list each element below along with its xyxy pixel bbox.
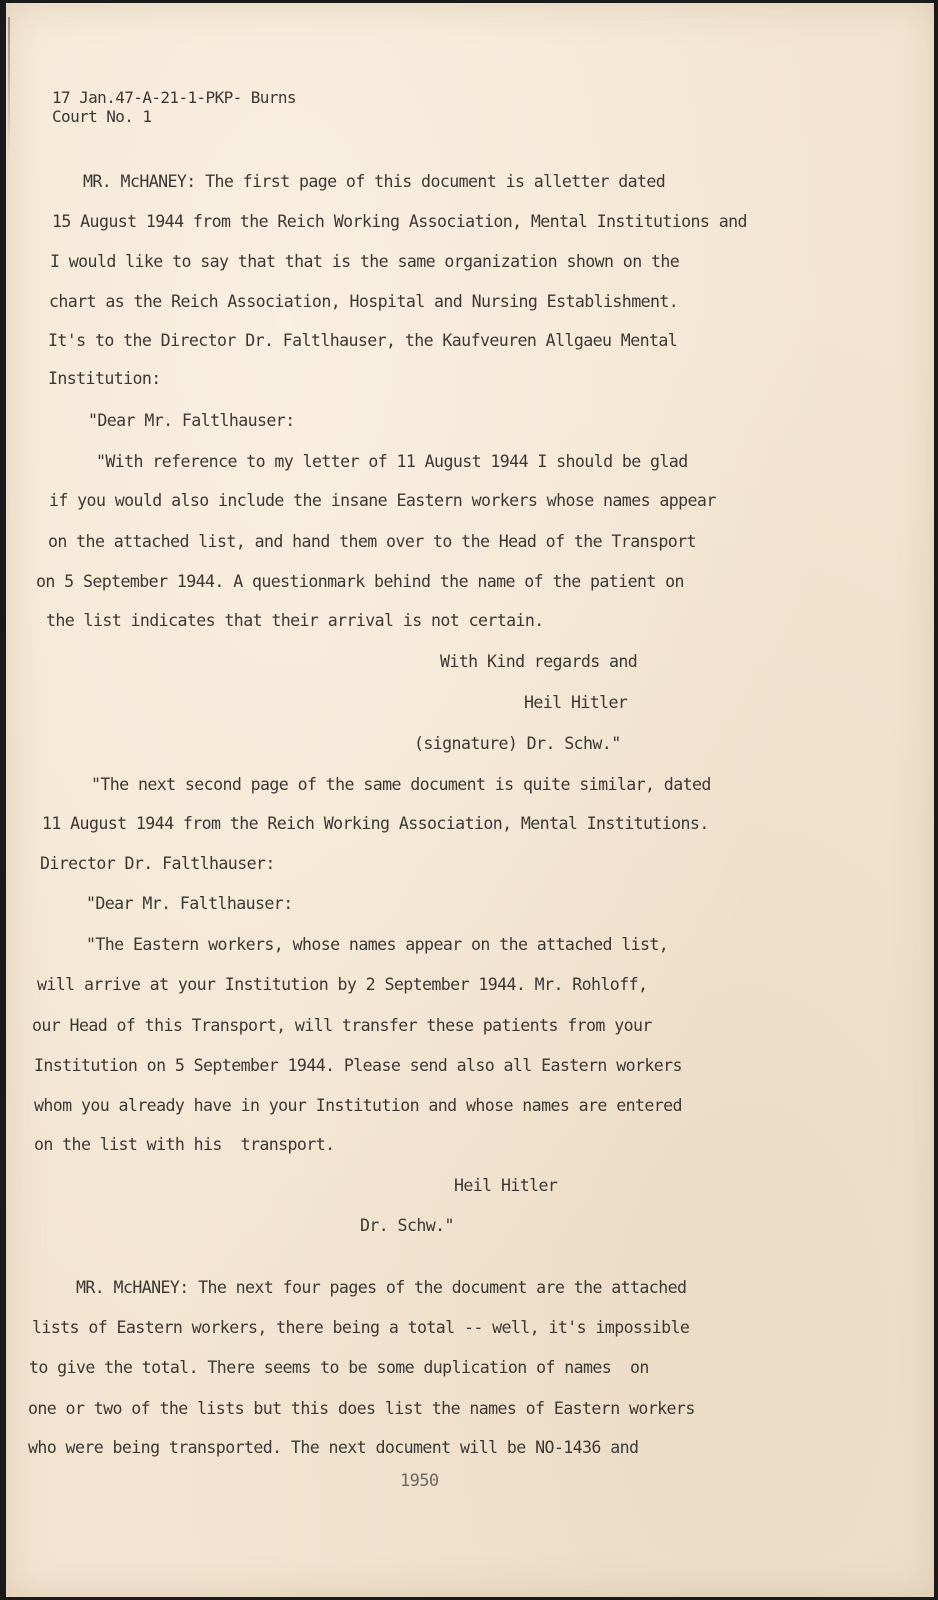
body-line: 15 August 1944 from the Reich Working Association, Mental Institutions and [52,212,747,231]
body-line: whom you already have in your Institution and whose names are entered [34,1096,682,1115]
body-line: MR. McHANEY: The first page of this document is alletter dated [83,172,666,191]
document-page [6,3,934,1597]
body-line: Institution on 5 September 1944. Please send also all Eastern workers [34,1056,682,1075]
body-line: "Dear Mr. Faltlhauser: [88,411,295,430]
body-line: "Dear Mr. Faltlhauser: [86,894,293,913]
body-line: Director Dr. Faltlhauser: [40,854,275,873]
body-line: It's to the Director Dr. Faltlhauser, the Kaufveuren Allgaeu Mental [48,331,678,350]
body-line: chart as the Reich Association, Hospital and Nursing Establishment. [49,292,679,311]
closing-line: Heil Hitler [524,693,628,712]
closing-line: Heil Hitler [454,1176,558,1195]
body-line: will arrive at your Institution by 2 September 1944. Mr. Rohloff, [37,975,648,994]
body-line: "The next second page of the same document is quite similar, dated [91,775,711,794]
header-line-1: 17 Jan.47-A-21-1-PKP- Burns [52,88,296,107]
body-line: 11 August 1944 from the Reich Working Association, Mental Institutions. [42,814,709,833]
signature-line: Dr. Schw." [360,1216,454,1235]
body-line: if you would also include the insane Eastern workers whose names appear [49,491,716,510]
body-line: who were being transported. The next document will be NO-1436 and [28,1438,639,1457]
body-line: I would like to say that that is the same organization shown on the [50,252,680,271]
body-line: one or two of the lists but this does list the names of Eastern workers [28,1399,695,1418]
body-line: on 5 September 1944. A questionmark behind the name of the patient on [36,572,684,591]
left-margin-mark [8,17,10,157]
body-line: our Head of this Transport, will transfer these patients from your [32,1016,652,1035]
body-line: MR. McHANEY: The next four pages of the document are the attached [76,1278,687,1297]
body-line: on the list with his transport. [34,1135,335,1154]
signature-line: (signature) Dr. Schw." [414,734,621,753]
body-line: the list indicates that their arrival is not certain. [46,611,544,630]
page-number: 1950 [400,1471,439,1491]
body-line: "With reference to my letter of 11 August 1944 I should be glad [96,452,688,471]
body-line: Institution: [48,369,161,388]
body-line: lists of Eastern workers, there being a total -- well, it's impossible [32,1318,690,1337]
closing-line: With Kind regards and [440,652,638,671]
body-line: on the attached list, and hand them over to the Head of the Transport [48,532,696,551]
body-line: "The Eastern workers, whose names appear on the attached list, [86,935,669,954]
body-line: to give the total. There seems to be some duplication of names on [29,1358,649,1377]
header-line-2: Court No. 1 [52,107,152,126]
